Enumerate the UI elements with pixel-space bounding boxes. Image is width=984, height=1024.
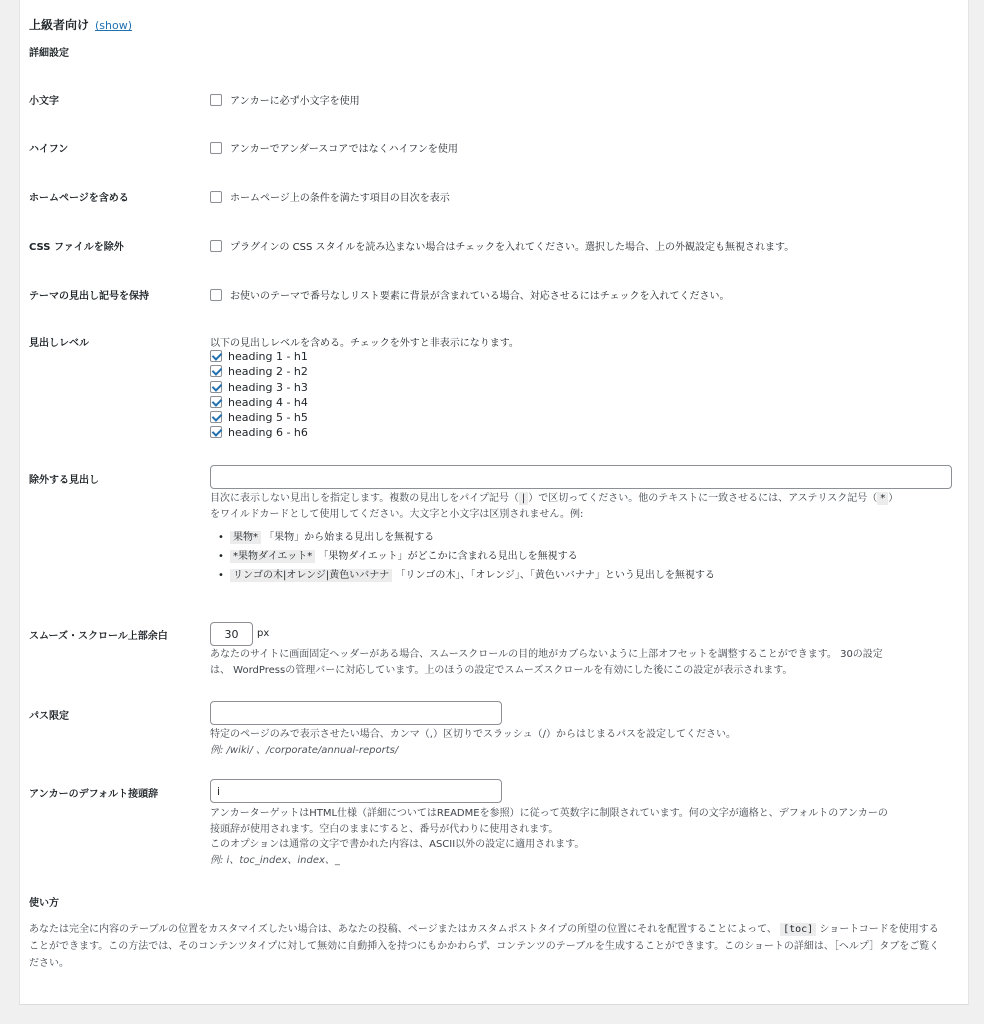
- exclude-desc-b: ）で区切ってください。他のテキストに一致させるには、アステリスク記号（: [528, 493, 878, 504]
- list-item: [210, 528, 715, 547]
- hyphen-label: ハイフン: [29, 144, 69, 155]
- usage-text-2: ショートコードを使用する: [819, 924, 939, 935]
- theme-bullets-checkbox-label: お使いのテーマで番号なしリスト要素に背景が含まれている場合、対応させるにはチェックを入れてください。: [230, 291, 730, 302]
- path-label: パス限定: [29, 711, 69, 722]
- section-subtitle: 詳細設定: [29, 48, 69, 59]
- usage-text-4: ださい。: [29, 958, 69, 969]
- show-link[interactable]: (show): [95, 19, 133, 32]
- example-code: リンゴの木|オレンジ|黄色いバナナ: [230, 569, 392, 582]
- usage-text-3: ことができます。この方法では、そのコンテンツタイプに対して無効に自動挿入を持つにもかかわらず、コンテンツのテーブルを生成することができます。このショートの詳細は、［ヘルプ］タブをご覧く: [29, 941, 940, 952]
- exclude-examples-list: [210, 528, 715, 585]
- anchor-prefix-input[interactable]: [210, 779, 502, 803]
- hyphen-option: [210, 140, 458, 155]
- css-option: [210, 238, 794, 253]
- pipe-code: |: [519, 492, 528, 505]
- theme-bullets-checkbox[interactable]: [210, 289, 222, 301]
- lowercase-checkbox-label: アンカーに必ず小文字を使用: [230, 96, 360, 107]
- heading-levels-intro: 以下の見出しレベルを含める。チェックを外すと非表示になります。: [210, 338, 519, 349]
- heading-3-checkbox[interactable]: [210, 381, 222, 393]
- exclude-desc-a: 目次に表示しない見出しを指定します。複数の見出しをパイプ記号（: [210, 493, 519, 504]
- smooth-scroll-description: [210, 647, 883, 678]
- path-desc: 特定のページのみで表示させたい場合、カンマ（,）区切りでスラッシュ（/）からはじまるパスを設定してください。: [210, 729, 736, 740]
- asterisk-code: *: [877, 492, 888, 505]
- homepage-label: ホームページを含める: [29, 193, 129, 204]
- smooth-scroll-desc-2: は、 WordPressの管理バーに対応しています。上のほうの設定でスムーズスクロールを有効にした後にこの設定が表示されます。: [210, 664, 793, 676]
- example-code: 果物*: [230, 531, 261, 544]
- list-item: [210, 547, 715, 566]
- smooth-scroll-input[interactable]: [210, 622, 253, 646]
- lowercase-label: 小文字: [29, 96, 59, 107]
- heading-level-item[interactable]: [210, 380, 519, 395]
- anchor-desc-2: 接頭辞が使用されます。空白のままにすると、番号が代わりに使用されます。: [210, 823, 559, 835]
- theme-bullets-option: [210, 287, 730, 302]
- heading-2-checkbox[interactable]: [210, 365, 222, 377]
- homepage-checkbox-label: ホームページ上の条件を満たす項目の目次を表示: [230, 193, 450, 204]
- anchor-prefix-label: アンカーのデフォルト接頭辞: [29, 789, 159, 800]
- heading-6-label: heading 6 - h6: [228, 426, 308, 440]
- theme-bullets-label: テーマの見出し記号を保持: [29, 291, 149, 302]
- section-heading: [29, 16, 132, 33]
- usage-heading: 使い方: [29, 898, 59, 909]
- path-input[interactable]: [210, 701, 502, 725]
- heading-level-item[interactable]: [210, 364, 519, 379]
- toc-shortcode: [toc]: [780, 923, 816, 936]
- smooth-scroll-desc-1: あなたのサイトに画面固定ヘッダーがある場合、スムースクロールの目的地がカブらないように上部オフセットを調整することができます。 30の設定: [210, 649, 883, 660]
- heading-2-label: heading 2 - h2: [228, 365, 308, 379]
- example-code: *果物ダイエット*: [230, 550, 315, 563]
- hyphen-checkbox[interactable]: [210, 142, 222, 154]
- heading-4-label: heading 4 - h4: [228, 395, 308, 409]
- exclude-description: [210, 491, 950, 522]
- lowercase-option: [210, 92, 360, 107]
- heading-level-item[interactable]: [210, 395, 519, 410]
- lowercase-checkbox[interactable]: [210, 94, 222, 106]
- heading-4-checkbox[interactable]: [210, 396, 222, 408]
- anchor-desc-1: アンカーターゲットはHTML仕様（詳細についてはREADMEを参照）に従って英数字に制限されています。何の文字が適格と、デフォルトのアンカーの: [210, 808, 888, 819]
- usage-text: [29, 921, 959, 972]
- exclude-label: 除外する見出し: [29, 475, 99, 486]
- heading-levels-group: [210, 334, 519, 441]
- homepage-checkbox[interactable]: [210, 191, 222, 203]
- px-unit: px: [257, 628, 270, 639]
- anchor-prefix-description: [210, 806, 888, 868]
- exclude-desc-c: ）: [888, 493, 899, 504]
- example-text: 「果物ダイエット」がどこかに含まれる見出しを無視する: [318, 551, 578, 562]
- hyphen-checkbox-label: アンカーでアンダースコアではなくハイフンを使用: [230, 144, 458, 155]
- smooth-scroll-label: スムーズ・スクロール上部余白: [29, 631, 168, 642]
- section-title: 上級者向け: [29, 18, 90, 32]
- anchor-example: 例: i、toc_index、index、_: [210, 854, 340, 866]
- heading-level-item[interactable]: [210, 349, 519, 364]
- css-checkbox[interactable]: [210, 240, 222, 252]
- anchor-desc-3: このオプションは通常の文字で書かれた内容は、ASCII以外の設定に適用されます。: [210, 839, 585, 850]
- list-item: [210, 566, 715, 585]
- heading-levels-label: 見出しレベル: [29, 338, 89, 349]
- example-text: 「リンゴの木」、「オレンジ」、「黄色いバナナ」という見出しを無視する: [395, 570, 715, 581]
- settings-panel: [19, 0, 969, 1005]
- heading-1-label: heading 1 - h1: [228, 350, 308, 363]
- heading-3-label: heading 3 - h3: [228, 380, 308, 394]
- heading-level-item[interactable]: [210, 410, 519, 425]
- path-example: 例: /wiki/ 、/corporate/annual-reports/: [210, 744, 399, 756]
- heading-5-checkbox[interactable]: [210, 411, 222, 423]
- heading-6-checkbox[interactable]: [210, 426, 222, 438]
- heading-1-checkbox[interactable]: [210, 350, 222, 362]
- path-description: [210, 727, 736, 758]
- heading-level-item[interactable]: [210, 425, 519, 440]
- css-checkbox-label: プラグインの CSS スタイルを読み込まない場合はチェックを入れてください。選択した場合、上の外観設定も無視されます。: [230, 242, 795, 253]
- usage-text-1: あなたは完全に内容のテーブルの位置をカスタマイズしたい場合は、あなたの投稿、ページまたはカスタムポストタイプの所望の位置にそれを配置することによって、: [29, 924, 777, 935]
- css-label: CSS ファイルを除外: [29, 242, 124, 253]
- homepage-option: [210, 189, 450, 204]
- exclude-input[interactable]: [210, 465, 952, 489]
- exclude-desc-d: をワイルドカードとして使用してください。大文字と小文字は区別されません。例:: [210, 508, 584, 520]
- example-text: 「果物」から始まる見出しを無視する: [264, 532, 435, 543]
- heading-5-label: heading 5 - h5: [228, 411, 308, 425]
